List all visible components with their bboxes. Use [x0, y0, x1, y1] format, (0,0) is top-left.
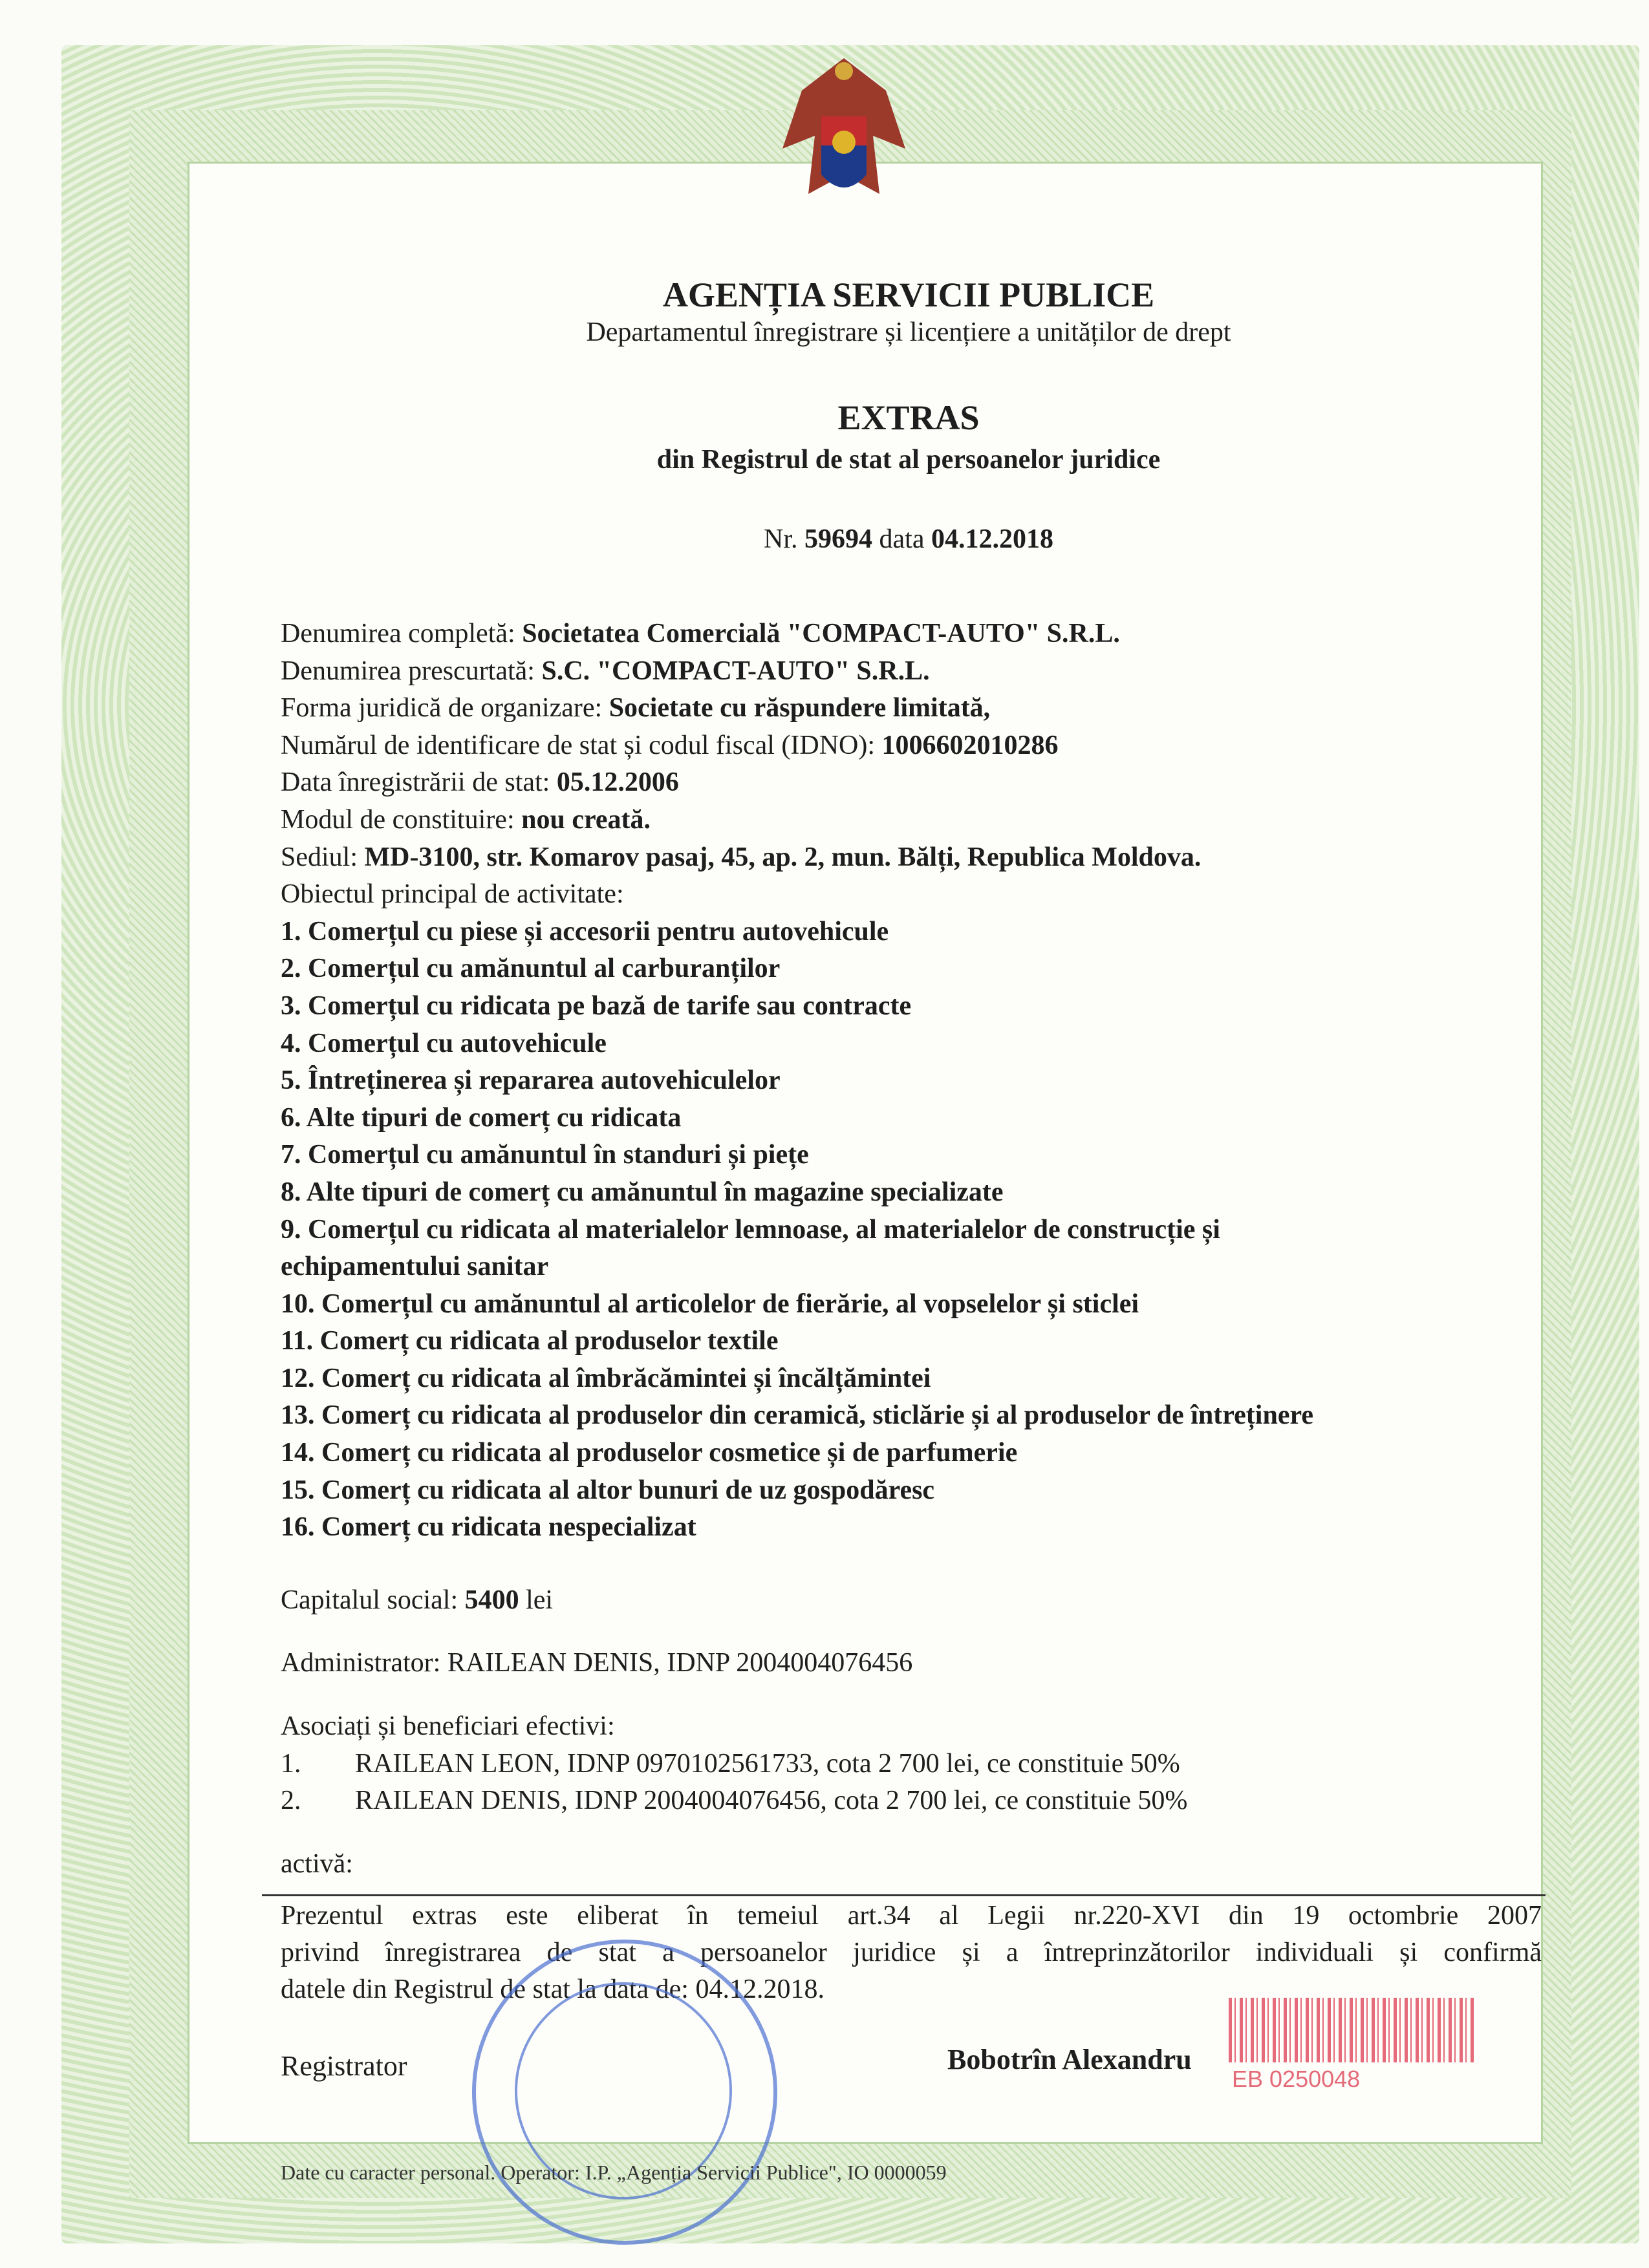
declaration-line: datele din Registrul de stat la data de: 04.12.2018.: [281, 1974, 824, 2004]
idnp-label: IDNP: [667, 1648, 729, 1678]
field-idno: [281, 727, 1542, 765]
activity-item: 7. Comerțul cu amănuntul în standuri și piețe: [281, 1140, 809, 1170]
spacer: [281, 1682, 1542, 1708]
idnp-value: 2004004076456: [736, 1648, 913, 1678]
capital-unit: lei: [526, 1585, 554, 1615]
associate-number: 2.: [281, 1786, 301, 1816]
activity-item: echipamentului sanitar: [281, 1252, 549, 1282]
field-label: Forma juridică de organizare:: [281, 693, 603, 723]
field-value: nou creată.: [521, 804, 651, 835]
associates-label: Asociați și beneficiari efectivi:: [281, 1711, 615, 1742]
field-label: Denumirea prescurtată:: [281, 656, 535, 686]
document-number: [84, 524, 1649, 555]
department-title: Departamentul înregistrare și licențiere a unităților de drept: [586, 317, 1231, 347]
activity-item: 5. Întreținerea și repararea autovehiculelor: [281, 1065, 781, 1096]
spacer: [281, 1619, 1542, 1645]
activities-list: [281, 914, 1542, 1546]
declaration-line: privind înregistrarea de stat a persoanelor juridice și a întreprinzătorilor individuali și confirmă: [281, 1938, 1542, 1967]
declaration-line: Prezentul extras este eliberat în temeiul art.34 al Legii nr.220-XVI din 19 octombrie 2007: [281, 1901, 1542, 1931]
activity-item: 10. Comerțul cu amănuntul al articolelor de fierărie, al vopselelor și sticlei: [281, 1289, 1139, 1319]
status: activă:: [281, 1848, 353, 1879]
registry-details: [281, 615, 1542, 1883]
field-label: Denumirea completă:: [281, 619, 515, 648]
activity-item: 14. Comerț cu ridicata al produselor cosmetice și de parfumerie: [281, 1438, 1018, 1468]
activity-item: 8. Alte tipuri de comerț cu amănuntul în magazine specializate: [281, 1177, 1004, 1207]
associate-text: RAILEAN LEON, IDNP 0970102561733, cota 2 700 lei, ce constituie 50%: [355, 1748, 1180, 1779]
spacer: [281, 1546, 1542, 1582]
registrar-name: Bobotrîn Alexandru: [947, 2044, 1192, 2075]
field-value: MD-3100, str. Komarov pasaj, 45, ap. 2, mun. Bălți, Republica Moldova.: [364, 842, 1202, 872]
spacer: [281, 1820, 1542, 1846]
activities-label: Obiectul principal de activitate:: [281, 879, 624, 910]
declaration: [281, 1898, 1542, 2008]
field-value: 05.12.2006: [556, 767, 679, 798]
associate-text: RAILEAN DENIS, IDNP 2004004076456, cota 2 700 lei, ce constituie 50%: [355, 1786, 1188, 1816]
divider: [262, 1894, 1546, 1896]
agency-title: AGENȚIA SERVICII PUBLICE: [662, 275, 1155, 314]
activity-item: 13. Comerț cu ridicata al produselor din ceramică, sticlărie și al produselor de întreținere: [281, 1400, 1313, 1431]
activity-item: 16. Comerț cu ridicata nespecializat: [281, 1512, 696, 1543]
date-label: data: [879, 524, 925, 554]
field-value: Societate cu răspundere limitată,: [609, 693, 991, 723]
field-label: Modul de constituire:: [281, 804, 515, 835]
footer-note: Date cu caracter personal. Operator: I.P. „Agenția Servicii Publice", IO 0000059: [281, 2161, 947, 2184]
administrator-name: RAILEAN DENIS,: [447, 1648, 660, 1678]
activity-item: 15. Comerț cu ridicata al altor bunuri de uz gospodăresc: [281, 1475, 935, 1505]
field-address: [281, 839, 1542, 877]
field-label: Data înregistrării de stat:: [281, 767, 550, 798]
official-stamp: [472, 1940, 777, 2245]
field-label: Sediul:: [281, 842, 358, 872]
field-value: 1006602010286: [881, 730, 1059, 760]
activity-item: 9. Comerțul cu ridicata al materialelor lemnoase, al materialelor de construcție și: [281, 1214, 1220, 1245]
capital-value: 5400: [464, 1585, 519, 1615]
nr-value: 59694: [804, 524, 873, 554]
associate-row: [281, 1746, 1542, 1783]
nr-label: Nr.: [764, 524, 798, 554]
field-constitution-mode: [281, 802, 1542, 839]
barcode: [1229, 1998, 1474, 2062]
registrar-label: Registrator: [281, 2050, 407, 2082]
activity-item: 11. Comerț cu ridicata al produselor textile: [281, 1326, 779, 1356]
field-label: Numărul de identificare de stat și codul fiscal (IDNO):: [281, 730, 876, 760]
associate-number: 1.: [281, 1748, 301, 1779]
activity-item: 1. Comerțul cu piese și accesorii pentru autovehicule: [281, 916, 889, 947]
capital-label: Capitalul social:: [281, 1585, 458, 1615]
administrator: [281, 1645, 1542, 1682]
document-title: EXTRAS: [837, 398, 980, 437]
activity-item: 2. Comerțul cu amănuntul al carburanților: [281, 954, 781, 984]
field-registration-date: [281, 764, 1542, 802]
activity-item: 4. Comerțul cu autovehicule: [281, 1028, 607, 1058]
activity-item: 3. Comerțul cu ridicata pe bază de tarife sau contracte: [281, 990, 912, 1021]
capital: [281, 1582, 1542, 1620]
activity-item: 6. Alte tipuri de comerț cu ridicata: [281, 1102, 682, 1133]
activity-item: 12. Comerț cu ridicata al îmbrăcămintei și încălțămintei: [281, 1363, 931, 1393]
field-short-name: [281, 653, 1542, 690]
field-value: S.C. "COMPACT-AUTO" S.R.L.: [541, 656, 930, 686]
field-value: Societatea Comercială "COMPACT-AUTO" S.R.L.: [522, 619, 1120, 648]
document-subtitle: din Registrul de stat al persoanelor juridice: [656, 445, 1161, 475]
date-value: 04.12.2018: [931, 524, 1053, 554]
field-legal-form: [281, 690, 1542, 727]
field-full-name: [281, 615, 1542, 653]
associate-row: [281, 1782, 1542, 1820]
serial-number: EB 0250048: [1232, 2066, 1361, 2092]
administrator-label: Administrator:: [281, 1648, 441, 1678]
coat-of-arms-icon: [763, 45, 925, 239]
